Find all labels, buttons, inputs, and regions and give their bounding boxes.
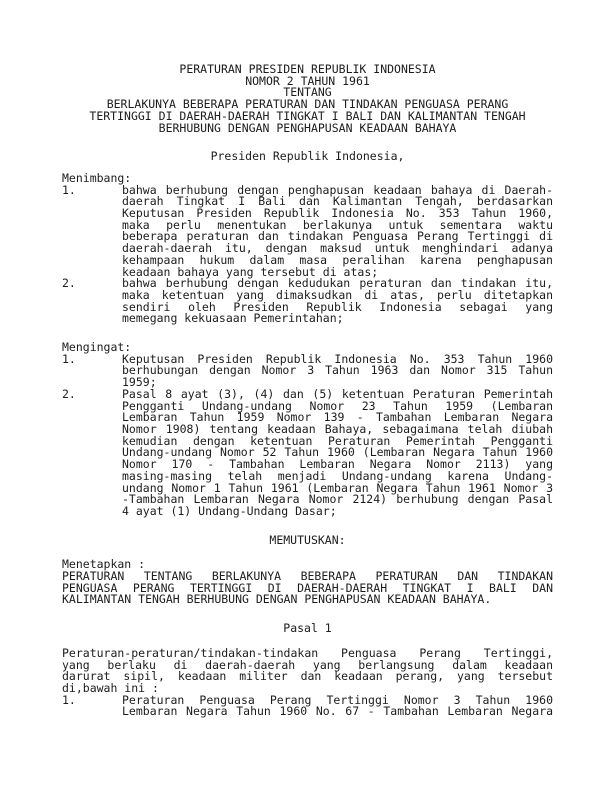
mengingat-item-2-line: kemudian dengan ketentuan Peraturan Pemerintah Pengganti [122, 433, 553, 448]
salutation-line: Presiden Republik Indonesia, [210, 149, 405, 164]
mengingat-item-2-text [122, 386, 553, 518]
salutation [62, 151, 553, 163]
menimbang-item-2-number: 2. [62, 276, 76, 291]
menimbang-item-1-line: bahwa berhubung dengan penghapusan keadaan bahaya di Daerah- [122, 182, 553, 197]
pasal-1-intro-line: Peraturan-peraturan/tindakan-tindakan Penguasa Perang Tertinggi, [62, 645, 553, 660]
doc-title-line: NOMOR 2 TAHUN 1961 [245, 73, 370, 88]
pasal-1-item-1-line: Lembaran Negara Tahun 1960 No. 67 - Tambahan Lembaran Negara [122, 704, 553, 719]
menimbang-item-2-line: maka ketentuan yang dimaksudkan di atas, perlu ditetapkan [122, 287, 553, 302]
mengingat-label-line: Mengingat: [62, 340, 132, 355]
mengingat-item-1-line: berhubungan dengan Nomor 3 Tahun 1963 dan Nomor 315 Tahun [122, 363, 553, 378]
mengingat-item-1-line: Keputusan Presiden Republik Indonesia No. 353 Tahun 1960 [122, 351, 553, 366]
doc-title-line: TERTINGGI DI DAERAH-DAERAH TINGKAT I BALI DAN KALIMANTAN TENGAH [89, 108, 526, 123]
menetapkan-body [62, 571, 553, 606]
doc-title [62, 64, 553, 134]
menimbang-item-1-text [122, 182, 553, 279]
mengingat-item-1 [62, 351, 553, 390]
menimbang-item-1-line: kehampaan hukum dalam masa peralihan karena penghapusan [122, 252, 553, 267]
menimbang-item-1-line: beberapa peraturan dan tindakan Penguasa Perang Tertinggi di [122, 229, 553, 244]
memutuskan-heading [62, 532, 553, 547]
pasal-1-intro-line: di,bawah ini : [62, 680, 159, 695]
menimbang-item-1-line: maka perlu menentukan berlakunya untuk sementara waktu [122, 217, 553, 232]
mengingat-item-2-line: -Tambahan Lembaran Negara Nomor 2124) berhubung dengan Pasal [122, 492, 553, 507]
menimbang-label-line: Menimbang: [62, 170, 132, 185]
mengingat-item-2-line: 4 ayat (1) Undang-Undang Dasar; [122, 503, 337, 518]
menimbang-item-1-number: 1. [62, 182, 76, 197]
menetapkan-body-line: PENGUASA PERANG TERTINGGI DI DAERAH-DAERAH TINGKAT I BALI DAN [62, 580, 553, 595]
pasal-1-heading-line: Pasal 1 [283, 621, 332, 636]
mengingat-item-1-text [122, 351, 553, 390]
mengingat-item-2-line: Pasal 8 ayat (3), (4) dan (5) ketentuan Peraturan Pemerintah [122, 386, 553, 401]
menimbang-item-1-line: Keputusan Presiden Republik Indonesia No. 353 Tahun 1960, [122, 206, 553, 221]
mengingat-item-2-line: Nomor 1908) tentang keadaan Bahaya, sebagaimana telah diubah [122, 421, 553, 436]
menimbang-item-1-line: daerah Tingkat I Bali dan Kalimantan Tengah, berdasarkan [122, 194, 553, 209]
doc-title-line: BERHUBUNG DENGAN PENGHAPUSAN KEADAAN BAHAYA [158, 120, 457, 135]
mengingat-item-2-line: masing-masing telah menjadi Undang-undang karena Undang- [122, 468, 553, 483]
doc-title-line: TENTANG [283, 85, 332, 100]
menetapkan-body-line: PERATURAN TENTANG BERLAKUNYA BEBERAPA PERATURAN DAN TINDAKAN [62, 569, 553, 584]
pasal-1-item-1-line: Peraturan Penguasa Perang Tertinggi Nomor 3 Tahun 1960 [122, 692, 553, 707]
mengingat-item-2-number: 2. [62, 386, 76, 401]
menetapkan-label-line: Menetapkan : [62, 557, 146, 572]
menimbang-item-2-line: bahwa berhubung dengan kedudukan peraturan dan tindakan itu, [122, 276, 553, 291]
menimbang-item-2 [62, 278, 553, 325]
mengingat-item-2-line: Undang-undang Nomor 52 Tahun 1960 (Lembaran Negara Tahun 1960 [122, 445, 553, 460]
mengingat-item-2-line: Lembaran Tahun 1959 Nomor 139 - Tambahan Lembaran Negara [122, 410, 553, 425]
mengingat-item-2 [62, 386, 553, 518]
mengingat-item-2-line: undang Nomor 1 Tahun 1961 (Lembaran Negara Tahun 1961 Nomor 3 [122, 480, 553, 495]
menimbang-item-1 [62, 182, 553, 279]
document-body [62, 64, 553, 718]
menimbang-item-2-line: sendiri oleh Presiden Republik Indonesia sebagai yang [122, 299, 553, 314]
pasal-1-intro-line: yang berlaku di daerah-daerah yang berlangsung dalam keadaan [62, 657, 553, 672]
pasal-1-intro-line: darurat sipil, keadaan militer dan keadaan perang, yang tersebut [62, 669, 553, 684]
doc-title-line: PERATURAN PRESIDEN REPUBLIK INDONESIA [179, 62, 436, 76]
pasal-1-intro [62, 645, 553, 695]
mengingat-item-2-line: Pengganti Undang-undang Nomor 23 Tahun 1959 (Lembaran [122, 398, 553, 413]
pasal-1-item-1-number: 1. [62, 692, 76, 707]
menimbang-item-2-line: memegang kekuasaan Pemerintahan; [122, 311, 344, 326]
menimbang-item-2-text [122, 278, 553, 325]
menimbang-item-1-line: daerah-daerah itu, dengan maksud untuk menghindari adanya [122, 241, 553, 256]
memutuskan-heading-line: MEMUTUSKAN: [269, 532, 346, 547]
mengingat-item-2-line: Nomor 170 - Tambahan Lembaran Negara Nomor 2113) yang [122, 457, 553, 472]
pasal-1-item-1-text [122, 692, 553, 719]
doc-title-line: BERLAKUNYA BEBERAPA PERATURAN DAN TINDAKAN PENGUASA PERANG [106, 97, 509, 112]
pasal-1-heading [62, 623, 553, 635]
mengingat-item-1-number: 1. [62, 351, 76, 366]
menimbang-item-1-line: keadaan bahaya yang tersebut di atas; [122, 264, 379, 279]
menetapkan-body-line: KALIMANTAN TENGAH BERHUBUNG DENGAN PENGHAPUSAN KEADAAN BAHAYA. [62, 592, 492, 607]
pasal-1-item-1 [62, 692, 553, 719]
mengingat-item-1-line: 1959; [122, 375, 157, 390]
